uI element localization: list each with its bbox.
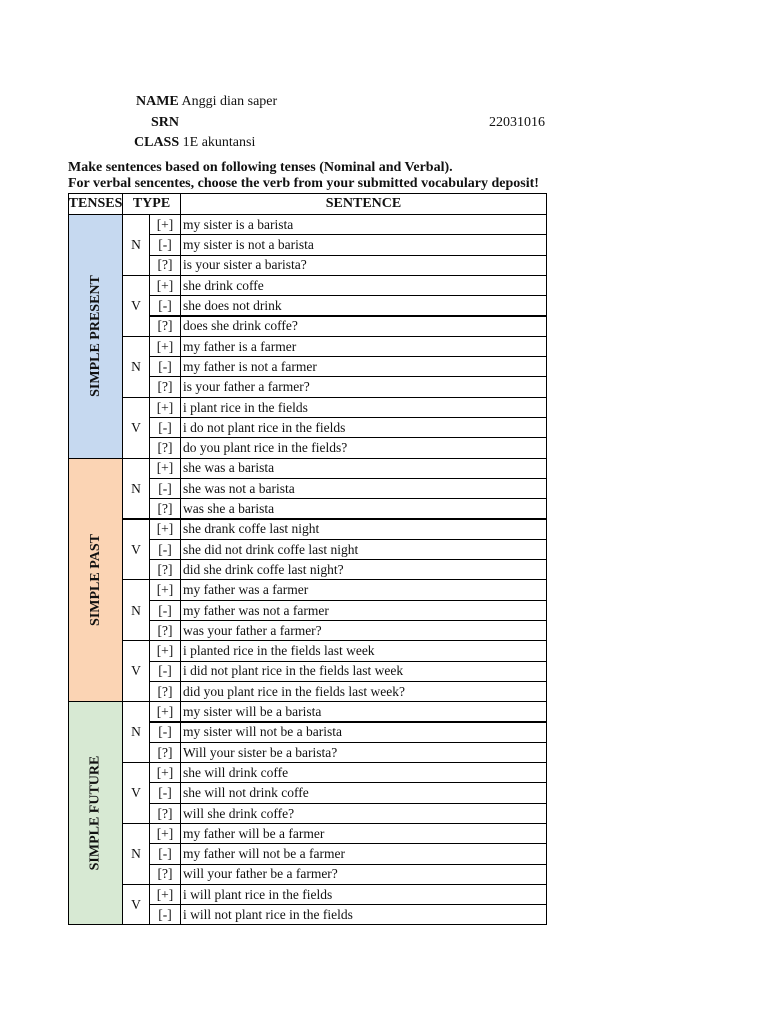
- sentence-cell: she did not drink coffe last night: [180, 539, 547, 560]
- sentence-mark: [-]: [149, 782, 181, 803]
- sentence-cell: i did not plant rice in the fields last week: [180, 661, 547, 682]
- sentence-cell: my father will be a farmer: [180, 823, 547, 844]
- type-cell: V: [122, 519, 150, 581]
- sentence-mark: [+]: [149, 458, 181, 479]
- type-cell: N: [122, 701, 150, 763]
- sentence-mark: [+]: [149, 519, 181, 540]
- sentence-mark: [-]: [149, 478, 181, 499]
- header-sentence: SENTENCE: [180, 193, 547, 215]
- class-value: 1E akuntansi: [182, 135, 256, 150]
- name-row: [136, 94, 277, 110]
- sentence-cell: she was a barista: [180, 458, 547, 479]
- tense-label-text: SIMPLE PRESENT: [87, 275, 103, 398]
- sentence-cell: i will plant rice in the fields: [180, 884, 547, 905]
- sentence-cell: my father was not a farmer: [180, 600, 547, 621]
- sentence-mark: [?]: [149, 864, 181, 885]
- sentence-mark: [?]: [149, 376, 181, 397]
- instruction-line-2: For verbal sencentes, choose the verb from your submitted vocabulary deposit!: [68, 176, 539, 191]
- type-cell: V: [122, 762, 150, 824]
- sentence-mark: [+]: [149, 823, 181, 844]
- sentence-mark: [-]: [149, 356, 181, 377]
- sentence-mark: [?]: [149, 255, 181, 276]
- type-cell: V: [122, 640, 150, 702]
- sentence-mark: [+]: [149, 884, 181, 905]
- sentence-cell: my sister is a barista: [180, 214, 547, 235]
- sentence-mark: [+]: [149, 275, 181, 296]
- header-type: TYPE: [122, 193, 181, 215]
- tense-label-text: SIMPLE FUTURE: [87, 755, 103, 871]
- sentence-cell: did she drink coffe last night?: [180, 559, 547, 580]
- srn-label: SRN: [151, 115, 180, 130]
- sentence-mark: [+]: [149, 397, 181, 418]
- sentence-cell: my father is not a farmer: [180, 356, 547, 377]
- sentence-mark: [+]: [149, 579, 181, 600]
- tense-label: [68, 458, 123, 703]
- srn-value: 22031016: [489, 115, 545, 130]
- sentence-mark: [-]: [149, 661, 181, 682]
- sentence-mark: [+]: [149, 701, 181, 722]
- class-row: [134, 135, 255, 151]
- instruction-line-1: Make sentences based on following tenses (Nominal and Verbal).: [68, 160, 453, 175]
- sentence-mark: [-]: [149, 904, 181, 925]
- sentence-cell: will your father be a farmer?: [180, 864, 547, 885]
- type-cell: V: [122, 397, 150, 459]
- tense-label: [68, 701, 123, 925]
- type-cell: N: [122, 823, 150, 885]
- sentence-mark: [-]: [149, 234, 181, 255]
- type-cell: N: [122, 458, 150, 520]
- sentence-mark: [-]: [149, 843, 181, 864]
- class-label: CLASS: [134, 135, 180, 150]
- type-cell: V: [122, 275, 150, 337]
- sentence-cell: she drink coffe: [180, 275, 547, 296]
- sentence-cell: she was not a barista: [180, 478, 547, 499]
- sentence-mark: [?]: [149, 437, 181, 458]
- sentence-cell: i planted rice in the fields last week: [180, 640, 547, 661]
- sentence-mark: [+]: [149, 762, 181, 783]
- sentence-mark: [?]: [149, 681, 181, 702]
- sentence-mark: [-]: [149, 539, 181, 560]
- srn-row: [151, 115, 179, 131]
- sentence-mark: [-]: [149, 417, 181, 438]
- sentence-cell: did you plant rice in the fields last week?: [180, 681, 547, 702]
- type-cell: N: [122, 336, 150, 398]
- sentence-mark: [?]: [149, 742, 181, 763]
- type-cell: N: [122, 579, 150, 641]
- sentence-cell: was she a barista: [180, 498, 547, 519]
- sentence-cell: she will drink coffe: [180, 762, 547, 783]
- sentence-cell: i do not plant rice in the fields: [180, 417, 547, 438]
- sentence-mark: [-]: [149, 722, 181, 743]
- sentence-mark: [+]: [149, 214, 181, 235]
- sentence-cell: Will your sister be a barista?: [180, 742, 547, 763]
- sentence-mark: [-]: [149, 600, 181, 621]
- sentence-mark: [?]: [149, 559, 181, 580]
- sentence-cell: i will not plant rice in the fields: [180, 904, 547, 925]
- sentence-cell: does she drink coffe?: [180, 316, 547, 337]
- name-label: NAME: [136, 94, 179, 109]
- tense-label-text: SIMPLE PAST: [87, 533, 103, 626]
- sentence-cell: she will not drink coffe: [180, 782, 547, 803]
- sentence-cell: my father is a farmer: [180, 336, 547, 357]
- type-cell: N: [122, 214, 150, 276]
- sentence-mark: [+]: [149, 336, 181, 357]
- sentence-mark: [?]: [149, 498, 181, 519]
- sentence-cell: is your sister a barista?: [180, 255, 547, 276]
- sentence-cell: she does not drink: [180, 295, 547, 316]
- sentence-cell: i plant rice in the fields: [180, 397, 547, 418]
- type-cell: V: [122, 884, 150, 926]
- sentence-cell: is your father a farmer?: [180, 376, 547, 397]
- tense-label: [68, 214, 123, 459]
- sentence-cell: my father was a farmer: [180, 579, 547, 600]
- sentence-cell: she drank coffe last night: [180, 519, 547, 540]
- sentence-mark: [?]: [149, 803, 181, 824]
- sentence-cell: my sister will not be a barista: [180, 722, 547, 743]
- sentence-mark: [?]: [149, 620, 181, 641]
- sentence-mark: [+]: [149, 640, 181, 661]
- header-tenses: TENSES: [68, 193, 123, 215]
- sentence-cell: was your father a farmer?: [180, 620, 547, 641]
- sentence-mark: [-]: [149, 295, 181, 316]
- sentence-cell: do you plant rice in the fields?: [180, 437, 547, 458]
- sentence-cell: my father will not be a farmer: [180, 843, 547, 864]
- sentence-cell: will she drink coffe?: [180, 803, 547, 824]
- name-value: Anggi dian saper: [181, 94, 278, 109]
- sentence-cell: my sister will be a barista: [180, 701, 547, 722]
- sentence-cell: my sister is not a barista: [180, 234, 547, 255]
- sentence-mark: [?]: [149, 316, 181, 337]
